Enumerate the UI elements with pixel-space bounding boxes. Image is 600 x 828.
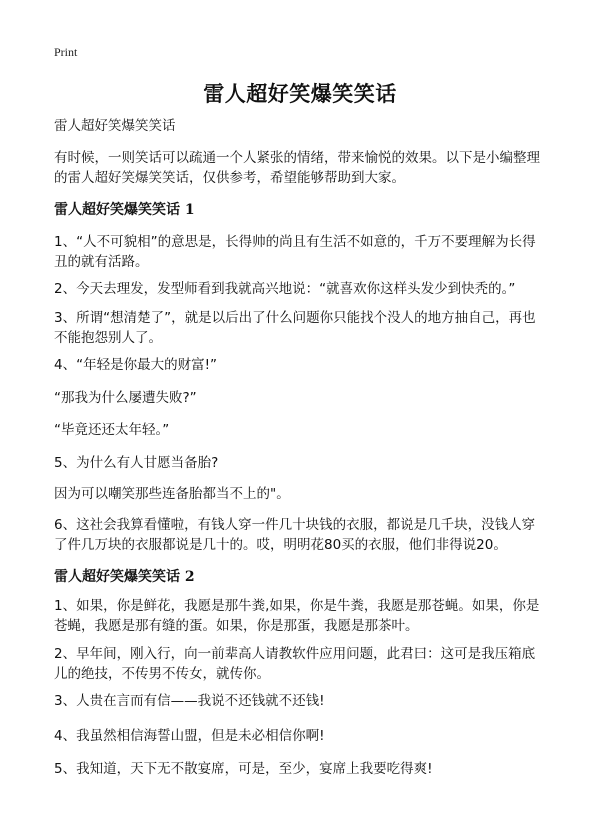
paragraph: “毕竟还还太年轻。”	[54, 422, 170, 438]
paragraph: 1、“人不可貌相”的意思是，长得帅的尚且有生活不如意的，千万不要理解为长得丑的就有活路。	[54, 234, 536, 270]
paragraph: 5、为什么有人甘愿当备胎?	[54, 455, 219, 471]
print-link[interactable]: Print	[54, 45, 78, 59]
paragraph: 4、“年轻是你最大的财富!”	[54, 357, 217, 373]
section-heading-2: 雷人超好笑爆笑笑话 2	[54, 569, 195, 585]
section-heading-1: 雷人超好笑爆笑笑话 1	[54, 202, 195, 218]
subtitle: 雷人超好笑爆笑笑话	[54, 118, 176, 134]
paragraph: 3、所谓“想清楚了”，就是以后出了什么问题你只能找个没人的地方抽自己，再也不能抱怨别人了。	[54, 310, 536, 346]
paragraph: 3、人贵在言而有信——我说不还钱就不还钱!	[54, 693, 325, 709]
paragraph: 1、如果，你是鲜花，我愿是那牛粪,如果，你是牛粪，我愿是那苍蝇。如果，你是苍蝇，我愿是那有缝的蛋。如果，你是那蛋，我愿是那茶叶。	[54, 598, 540, 634]
page-title: 雷人超好笑爆笑笑话	[203, 82, 397, 106]
paragraph: “那我为什么屡遭失败?”	[54, 390, 197, 406]
paragraph: 6、这社会我算看懂啦，有钱人穿一件几十块钱的衣服，都说是几千块，没钱人穿了件几万块的衣服都说是几十的。哎，明明花80买的衣服，他们非得说20。	[54, 517, 536, 553]
paragraph: 5、我知道，天下无不散宴席，可是，至少，宴席上我要吃得爽!	[54, 761, 433, 777]
paragraph: 2、早年间，刚入行，向一前辈高人请教软件应用问题，此君曰：这可是我压箱底儿的绝技，不传男不传女，就传你。	[54, 646, 536, 682]
intro-paragraph: 有时候，一则笑话可以疏通一个人紧张的情绪，带来愉悦的效果。以下是小编整理的雷人超好笑爆笑笑话，仅供参考，希望能够帮助到大家。	[54, 150, 540, 186]
paragraph: 4、我虽然相信海誓山盟，但是未必相信你啊!	[54, 728, 325, 744]
paragraph: 因为可以嘲笑那些连备胎都当不上的"。	[54, 486, 290, 502]
paragraph: 2、今天去理发，发型师看到我就高兴地说：“就喜欢你这样头发少到快秃的。”	[54, 281, 516, 297]
